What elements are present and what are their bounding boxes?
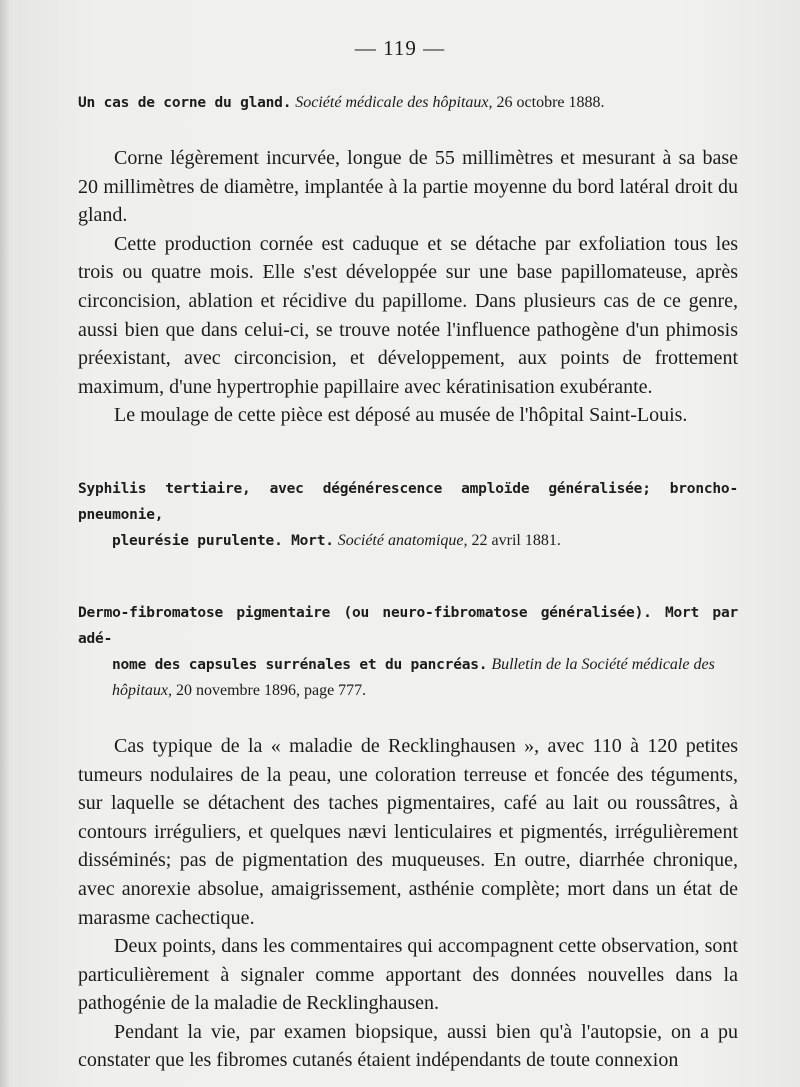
reference-corne-du-gland [78, 90, 738, 116]
reference-title-line2: pleurésie purulente. Mort. [112, 532, 334, 549]
reference-date: 26 octobre 1888. [496, 94, 605, 111]
reference-dermo-fibromatose [78, 600, 738, 704]
paragraph-pendant-la-vie: Pendant la vie, par examen biopsique, aussi bien qu'à l'autopsie, on a pu constater que les fibromes cutanés étaient indépendants de toute connexion [78, 1020, 738, 1072]
reference-title-line1: Syphilis tertiaire, avec dégénérescence amploïde généralisée; broncho-pneumonie, [78, 480, 738, 523]
reference-source-line2: hôpitaux, [112, 681, 172, 699]
reference-source-line1: Bulletin de la Société médicale des [491, 655, 715, 673]
reference-source: Société anatomique, [337, 531, 468, 549]
paragraph-cas-typique: Cas typique de la « maladie de Recklinghausen », avec 110 à 120 petites tumeurs nodulaires de la peau, une coloration terreuse et foncée des téguments, sur laquelle se détachent des taches pigmentaires, café au lait ou roussâtres, à contours irréguliers, et quelques nævi lenticulaires et pigmentés, irrégulièrement disséminés; pas de pigmentation des muqueuses. En outre, diarrhée chronique, avec anorexie absolue, amaigrissement, asthénie complète; mort dans un état de marasme cachectique. [78, 734, 738, 929]
reference-title-line2: nome des capsules surrénales et du pancréas. [112, 656, 488, 673]
paragraph-deux-points: Deux points, dans les commentaires qui accompagnent cette observation, sont particulièrement à signaler comme apportant des données nouvelles dans la pathogénie de la maladie de Recklinghausen. [78, 935, 738, 1015]
reference-title-line1: Dermo-fibromatose pigmentaire (ou neuro-fibromatose généralisée). Mort par adé- [78, 604, 738, 647]
reference-date: 22 avril 1881. [471, 531, 561, 549]
paragraph-production-cornee: Cette production cornée est caduque et se détache par exfoliation tous les trois ou quatre mois. Elle s'est développée sur une base papillomateuse, après circoncision, ablation et récidive du papillome. Dans plusieurs cas de ce genre, aussi bien que dans celui-ci, se trouve notée l'influence pathogène d'un phimosis préexistant, avec circoncision, et développement, aux points de frottement maximum, d'une hypertrophie papillaire avec kératinisation exubérante. [78, 232, 738, 398]
paragraph-description: Corne légèrement incurvée, longue de 55 millimètres et mesurant à sa base 20 millimètres de diamètre, implantée à la partie moyenne du bord latéral droit du gland. [78, 147, 738, 227]
paragraph-moulage: Le moulage de cette pièce est déposé au musée de l'hôpital Saint-Louis. [114, 404, 688, 427]
reference-title: Un cas de corne du gland. [78, 95, 292, 111]
page-content [78, 90, 738, 1075]
reference-date: 20 novembre 1896, page 777. [176, 681, 367, 699]
page-edge-shadow [0, 0, 10, 1087]
reference-source: Société médicale des hôpitaux, [295, 94, 493, 111]
reference-syphilis-tertiaire [78, 476, 738, 554]
page-number: — 119 — [354, 36, 446, 60]
